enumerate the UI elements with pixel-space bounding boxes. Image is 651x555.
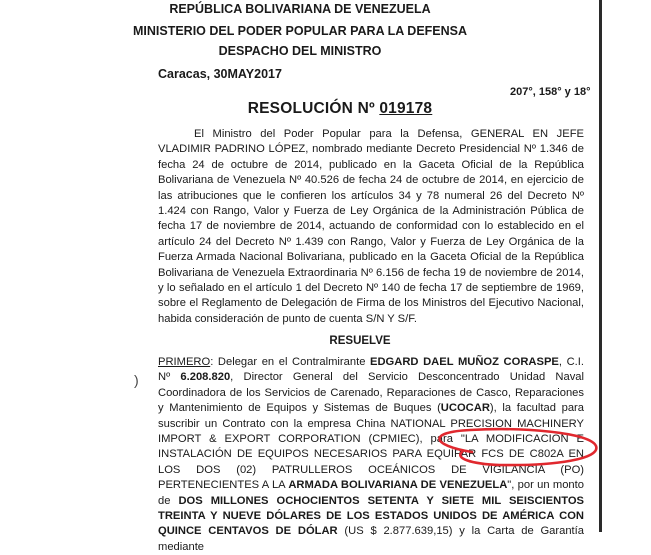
header-ministry: MINISTERIO DEL PODER POPULAR PARA LA DEFENSA: [132, 24, 468, 38]
delegate-name: EDGARD DAEL MUÑOZ CORASPE: [370, 356, 559, 368]
article-first: [158, 355, 584, 555]
unit-acronym: UCOCAR: [440, 402, 490, 415]
resolution-title: [190, 100, 490, 118]
resolution-number: 019178: [379, 100, 433, 117]
reference-years: 207°, 158° y 18°: [510, 86, 591, 98]
resuelve-heading: RESUELVE: [329, 335, 391, 347]
amount-words: DOS MILLONES OCHOCIENTOS SETENTA Y SIETE MIL SEISCIENTOS TREINTA Y NUEVE DÓLARES DE LOS ESTADOS UNIDOS DE AMÉRICA CON QUINCE CENTAVOS DE DÓLAR: [158, 494, 584, 538]
date-city: Caracas,: [158, 67, 214, 81]
navy-name: ARMADA BOLIVARIANA DE VENEZUELA: [288, 479, 508, 492]
page-edge-rule: [599, 0, 602, 532]
article-text-2: , C.I. Nº: [158, 356, 584, 384]
article-text-4: ), la facultad para suscribir un Contrato con la empresa China NATIONAL PRECISION MACHINERY IMPORT & EXPORT CORPORATION (CPMIEC), para "LA MODIFICACIÓN E INSTALACIÓN DE EQUIPOS NECESARIOS PARA EQUIPAR FCS DE C802A EN LOS DOS (02) PATRULLEROS OCEÁNICOS DE VIGILANCIA (PO) PERTENECIENTES A LA: [158, 402, 584, 492]
article-text-5: ", por un monto de: [158, 479, 584, 507]
resolution-prefix: RESOLUCIÓN Nº: [247, 100, 380, 117]
preamble-paragraph: El Ministro del Poder Popular para la Defensa, GENERAL EN JEFE VLADIMIR PADRINO LÓPEZ, nombrado mediante Decreto Presidencial Nº 1.346 de fecha 24 de octubre de 2014, publicado en la Gaceta Oficial de la República Bolivariana de Venezuela Nº 40.526 de fecha 24 de octubre de 2014, en ejercicio de las atribuciones que le confieren los artículos 34 y 78 numeral 26 del Decreto Nº 1.424 con Rango, Valor y Fuerza de Ley Orgánica de la Administración Pública de fecha 17 de noviembre de 2014, actuando de conformidad con lo establecido en el artículo 24 del Decreto Nº 1.439 con Rango, Valor y Fuerza de Ley Orgánica de la Fuerza Armada Nacional Bolivariana, publicado en la Gaceta Oficial de la República Bolivariana de Venezuela Extraordinaria Nº 6.156 de fecha 19 de noviembre de 2014, y lo señalado en el artículo 1 del Decreto Nº 140 de fecha 17 de septiembre de 1969, sobre el Reglamento de Delegación de Firma de los Ministros del Ejecutivo Nacional, habida consideración de punto de cuenta S/N Y S/F.: [158, 128, 584, 325]
delegate-id: 6.208.820: [180, 371, 231, 384]
header-republic: REPÚBLICA BOLIVARIANA DE VENEZUELA: [169, 2, 431, 16]
document-date: [158, 67, 282, 81]
header-office: DESPACHO DEL MINISTRO: [218, 44, 382, 58]
date-value: 30MAY2017: [213, 67, 282, 81]
article-first-lead: PRIMERO: [158, 356, 211, 368]
article-text-6: (US $ 2.877.639,15) y la Carta de Garantía mediante: [158, 525, 584, 553]
article-text-3: , Director General del Servicio Desconcentrado Unidad Naval Coordinadora de los Servicios de Carenado, Reparaciones de Casco, Reparaciones y Mantenimiento de Equipos y Sistemas de Buques (: [158, 371, 584, 415]
article-text-1: : Delegar en el Contralmirante: [210, 356, 371, 368]
margin-mark: ): [134, 372, 139, 388]
